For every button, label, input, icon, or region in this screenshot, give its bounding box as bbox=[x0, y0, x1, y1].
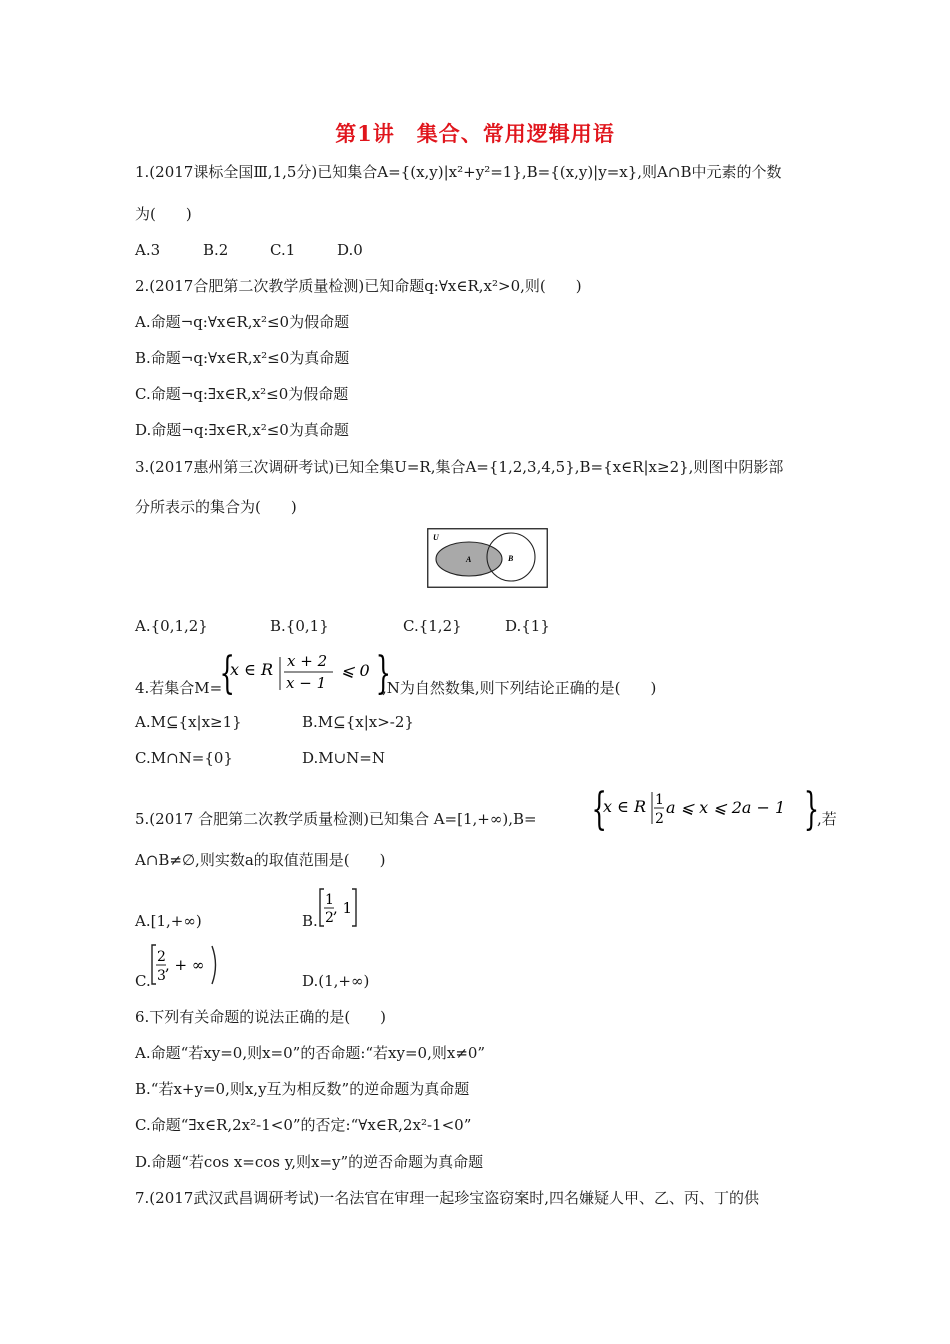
page-title: 第1讲 集合、常用逻辑用语 bbox=[335, 121, 615, 146]
q5-set-builder bbox=[591, 784, 820, 836]
q6-stem: 6.下列有关命题的说法正确的是( ) bbox=[135, 1008, 387, 1026]
q5-fraction-numerator: 1 bbox=[655, 792, 664, 808]
q3-option-d: D.{1} bbox=[505, 617, 550, 635]
q5-option-c-left-bracket bbox=[152, 945, 156, 984]
q3-option-b: B.{0,1} bbox=[270, 617, 329, 635]
q6-option-a: A.命题“若xy=0,则x=0”的否命题:“若xy=0,则x≠0” bbox=[135, 1044, 486, 1062]
q5-option-d: D.(1,+∞) bbox=[302, 972, 370, 990]
venn-label-a: A bbox=[466, 555, 472, 564]
q5-option-c-interval bbox=[150, 942, 222, 988]
q5-option-b-tail: , 1 bbox=[333, 899, 353, 917]
q5-option-c-prefix: C. bbox=[135, 972, 151, 990]
q4-left-brace: { bbox=[219, 648, 235, 700]
q4-right-brace: } bbox=[375, 648, 392, 700]
q5-option-b-right-bracket bbox=[352, 889, 356, 926]
q5-option-b-left-bracket bbox=[320, 889, 324, 926]
venn-label-u: U bbox=[433, 533, 439, 542]
q1-option-b: B.2 bbox=[203, 241, 229, 259]
q1-option-c: C.1 bbox=[270, 241, 296, 259]
q7-stem-line1: 7.(2017武汉武昌调研考试)一名法官在审理一起珍宝盗窃案时,四名嫌疑人甲、乙、丙、丁的供 bbox=[135, 1189, 759, 1207]
q2-option-c: C.命题¬q:∃x∈R,x²≤0为假命题 bbox=[135, 385, 349, 403]
q1-stem-line1: 1.(2017课标全国Ⅲ,1,5分)已知集合A={(x,y)|x²+y²=1},B={(x,y)|y=x},则A∩B中元素的个数 bbox=[135, 163, 782, 181]
q5-prefix: 5.(2017 合肥第二次教学质量检测)已知集合 A=[1,+∞),B= bbox=[135, 810, 537, 828]
venn-label-b: B bbox=[508, 554, 514, 563]
q4-option-d: D.M∪N=N bbox=[302, 749, 386, 767]
q6-option-d: D.命题“若cos x=cos y,则x=y”的逆否命题为真命题 bbox=[135, 1153, 484, 1171]
q5-option-c-denominator: 3 bbox=[157, 968, 166, 984]
q4-prefix: 4.若集合M= bbox=[135, 679, 223, 697]
venn-diagram bbox=[427, 528, 548, 588]
q4-option-b: B.M⊆{x|x>-2} bbox=[302, 713, 414, 731]
q6-option-b: B.“若x+y=0,则x,y互为相反数”的逆命题为真命题 bbox=[135, 1080, 470, 1098]
q5-option-a: A.[1,+∞) bbox=[135, 912, 202, 930]
q4-set-right: ⩽ 0 bbox=[341, 661, 370, 680]
q2-option-b: B.命题¬q:∀x∈R,x²≤0为真命题 bbox=[135, 349, 350, 367]
q6-option-c: C.命题“∃x∈R,2x²-1<0”的否定:“∀x∈R,2x²-1<0” bbox=[135, 1116, 472, 1134]
q4-fraction-denominator: x − 1 bbox=[286, 674, 327, 692]
q5-left-brace: { bbox=[591, 784, 607, 836]
q4-option-c: C.M∩N={0} bbox=[135, 749, 233, 767]
q4-set-left: x ∈ R bbox=[230, 660, 274, 679]
q5-set-left: x ∈ R bbox=[603, 797, 647, 816]
q5-option-c-right-paren bbox=[212, 946, 216, 984]
q3-stem-line1: 3.(2017惠州第三次调研考试)已知全集U=R,集合A={1,2,3,4,5},B={x∈R|x≥2},则图中阴影部 bbox=[135, 458, 784, 476]
q1-option-d: D.0 bbox=[337, 241, 363, 259]
q4-fraction-numerator: x + 2 bbox=[287, 652, 328, 670]
q2-option-a: A.命题¬q:∀x∈R,x²≤0为假命题 bbox=[135, 313, 350, 331]
q5-right-brace: } bbox=[803, 784, 820, 836]
q5-suffix: ,若 bbox=[817, 810, 837, 828]
q4-option-a: A.M⊆{x|x≥1} bbox=[135, 713, 242, 731]
q3-option-c: C.{1,2} bbox=[403, 617, 462, 635]
q5-option-c-tail: , + ∞ bbox=[165, 956, 205, 974]
q5-fraction-denominator: 2 bbox=[655, 811, 664, 827]
q5-option-b-prefix: B. bbox=[302, 912, 318, 930]
q3-stem-line2: 分所表示的集合为( ) bbox=[135, 498, 297, 516]
q5-stem-line2: A∩B≠∅,则实数a的取值范围是( ) bbox=[135, 851, 386, 869]
q4-set-builder bbox=[219, 648, 392, 700]
q2-stem: 2.(2017合肥第二次教学质量检测)已知命题q:∀x∈R,x²>0,则( ) bbox=[135, 277, 582, 295]
q5-option-b-denominator: 2 bbox=[325, 910, 334, 926]
q1-stem-line2: 为( ) bbox=[135, 205, 192, 223]
q5-option-b-interval bbox=[318, 886, 362, 930]
q5-set-right: a ⩽ x ⩽ 2a − 1 bbox=[666, 798, 786, 817]
q1-option-a: A.3 bbox=[135, 241, 161, 259]
q5-option-c-numerator: 2 bbox=[157, 949, 166, 965]
q5-option-b-numerator: 1 bbox=[325, 892, 334, 908]
q4-suffix: ,N为自然数集,则下列结论正确的是( ) bbox=[382, 679, 657, 697]
q2-option-d: D.命题¬q:∃x∈R,x²≤0为真命题 bbox=[135, 421, 349, 439]
q3-option-a: A.{0,1,2} bbox=[135, 617, 208, 635]
